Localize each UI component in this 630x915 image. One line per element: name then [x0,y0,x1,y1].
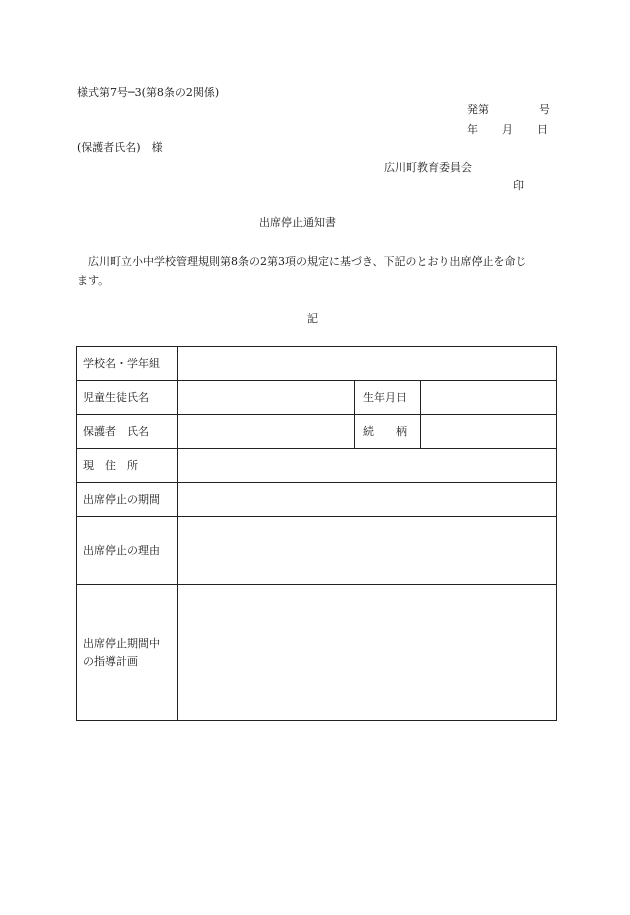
body-text-line-1: 広川町立小中学校管理規則第8条の2第3項の規定に基づき、下記のとおり出席停止を命じ [77,255,527,268]
field-student-name[interactable] [178,381,355,415]
label-birth-date: 生年月日 [355,381,421,415]
issue-date [467,124,548,135]
form-number: 様式第7号─3(第8条の2関係) [77,86,220,99]
field-birth-date[interactable] [421,381,557,415]
field-address[interactable] [178,449,557,483]
table-row-period [77,483,557,517]
date-day: 日 [537,123,548,136]
table-row-student [77,381,557,415]
label-student-name: 児童生徒氏名 [77,381,178,415]
label-reason: 出席停止の理由 [77,517,178,585]
notice-form-table [76,346,557,721]
issue-number [467,104,550,115]
seal-mark: 印 [513,179,524,192]
label-guidance-plan [77,585,178,721]
body-text-line-2: ます。 [77,274,110,287]
document-title: 出席停止通知書 [259,216,336,229]
date-month: 月 [502,123,513,136]
issuer: 広川町教育委員会 [384,161,472,174]
ki-heading: 記 [307,312,318,325]
label-guidance-plan-line-1: 出席停止期間中 [83,636,160,650]
field-guardian-name[interactable] [178,415,355,449]
label-guidance-plan-line-2: の指導計画 [83,654,138,668]
recipient: (保護者氏名) 様 [77,141,163,154]
date-year: 年 [467,123,478,136]
issue-number-prefix: 発第 [467,103,489,116]
table-row-reason [77,517,557,585]
table-row-address [77,449,557,483]
field-relationship[interactable] [421,415,557,449]
field-reason[interactable] [178,517,557,585]
table-row-plan [77,585,557,721]
field-guidance-plan[interactable] [178,585,557,721]
label-guardian-name: 保護者 氏名 [77,415,178,449]
field-period[interactable] [178,483,557,517]
table-row-school [77,347,557,381]
label-school-grade: 学校名・学年組 [77,347,178,381]
label-relationship: 続 柄 [355,415,421,449]
field-school-grade[interactable] [178,347,557,381]
issue-number-suffix: 号 [539,103,550,116]
label-period: 出席停止の期間 [77,483,178,517]
label-address: 現 住 所 [77,449,178,483]
table-row-guardian [77,415,557,449]
